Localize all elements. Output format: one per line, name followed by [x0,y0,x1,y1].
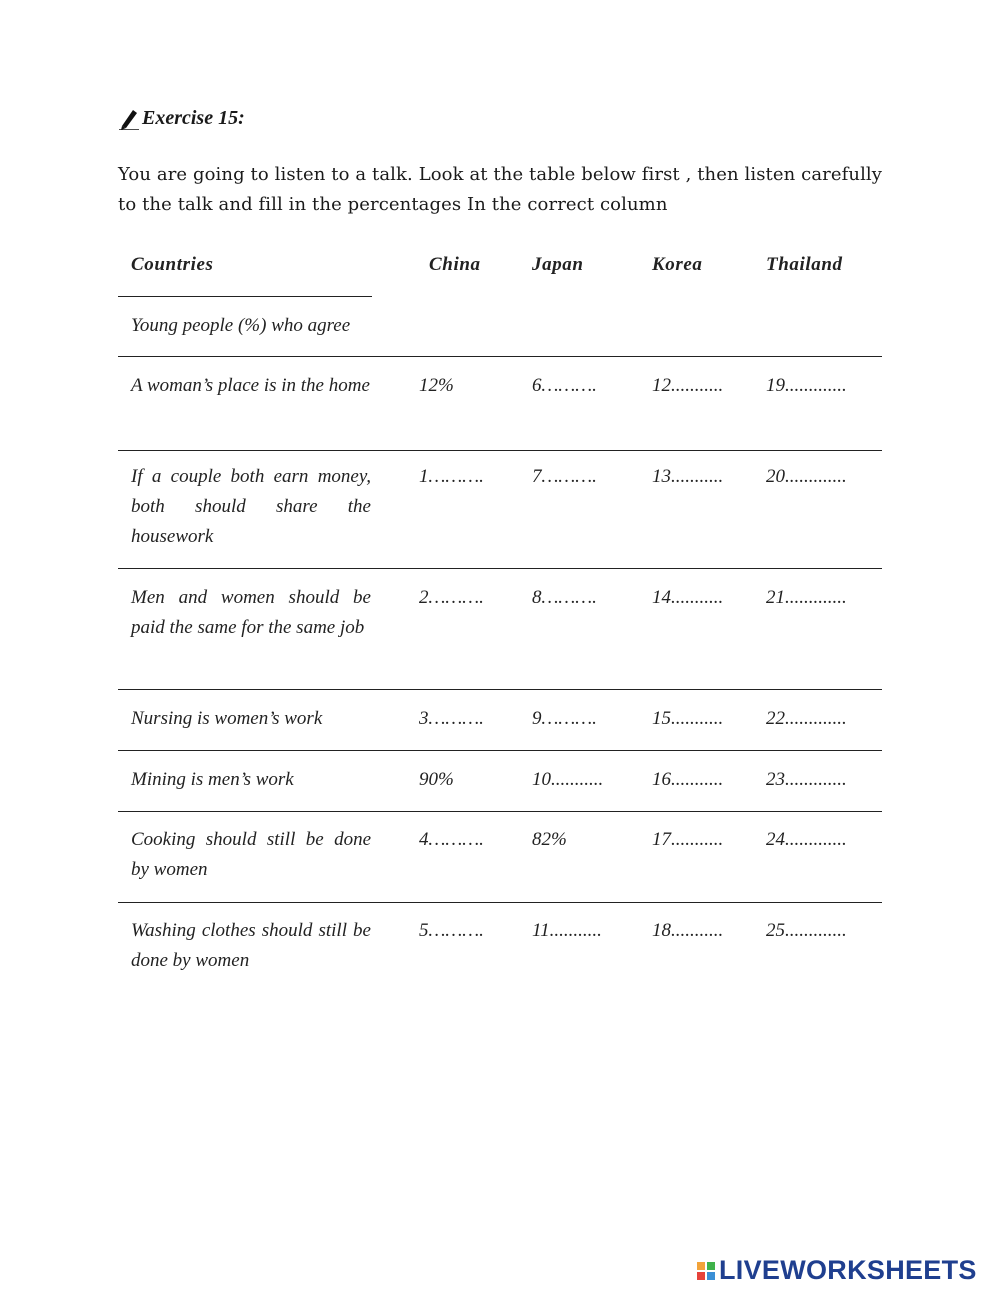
row-1-thailand[interactable]: 19............. [766,375,847,396]
row-3-japan[interactable]: 8………. [532,587,597,608]
exercise-title [118,106,245,130]
liveworksheets-brand-text: LIVEWORKSHEETS [719,1255,977,1285]
header-korea: Korea [652,254,703,275]
row-4-label: Nursing is women’s work [131,708,323,729]
row-6-label: Cooking should still be done by women [131,829,371,880]
exercise-title-text: Exercise 15: [142,106,245,129]
instructions-line-2: to the talk and fill in the percentages In the correct column [118,194,668,215]
row-6-japan: 82% [532,829,567,850]
row-7-korea[interactable]: 18........... [652,920,724,941]
row-divider [118,356,882,357]
row-2-china[interactable]: 1………. [419,466,484,487]
header-countries: Countries [131,254,214,275]
row-2-korea[interactable]: 13........... [652,466,724,487]
row-3-china[interactable]: 2………. [419,587,484,608]
row-7-label: Washing clothes should still be done by women [131,920,371,971]
header-divider [118,296,372,297]
row-divider [118,568,882,569]
row-1-china: 12% [419,375,454,396]
row-1-label: A woman’s place is in the home [131,375,370,396]
row-5-label: Mining is men’s work [131,769,294,790]
header-japan: Japan [532,254,584,275]
header-china: China [429,254,481,275]
instructions-line-1: You are going to listen to a talk. Look at the table below first , then listen carefully [118,164,883,185]
row-2-japan[interactable]: 7………. [532,466,597,487]
row-7-japan[interactable]: 11........... [532,920,602,941]
row-7-thailand[interactable]: 25............. [766,920,847,941]
row-divider [118,689,882,690]
row-4-china[interactable]: 3………. [419,708,484,729]
row-divider [118,450,882,451]
subheader: Young people (%) who agree [131,315,351,336]
pen-icon [118,106,140,130]
liveworksheets-logo-icon [697,1262,715,1280]
row-5-thailand[interactable]: 23............. [766,769,847,790]
row-3-thailand[interactable]: 21............. [766,587,847,608]
instructions [118,160,898,220]
row-5-korea[interactable]: 16........... [652,769,724,790]
row-4-korea[interactable]: 15........... [652,708,724,729]
row-1-japan[interactable]: 6………. [532,375,597,396]
liveworksheets-logo [697,1255,977,1286]
row-3-label: Men and women should be paid the same for the same job [131,587,371,638]
row-divider [118,750,882,751]
row-4-japan[interactable]: 9………. [532,708,597,729]
row-3-korea[interactable]: 14........... [652,587,724,608]
row-divider [118,811,882,812]
row-divider [118,902,882,903]
row-6-thailand[interactable]: 24............. [766,829,847,850]
row-7-china[interactable]: 5………. [419,920,484,941]
row-6-korea[interactable]: 17........... [652,829,724,850]
header-thailand: Thailand [766,254,843,275]
row-2-thailand[interactable]: 20............. [766,466,847,487]
row-4-thailand[interactable]: 22............. [766,708,847,729]
row-6-china[interactable]: 4………. [419,829,484,850]
row-1-korea[interactable]: 12........... [652,375,724,396]
row-2-label: If a couple both earn money, both should share the housework [131,466,371,547]
row-5-china: 90% [419,769,454,790]
row-5-japan[interactable]: 10........... [532,769,604,790]
